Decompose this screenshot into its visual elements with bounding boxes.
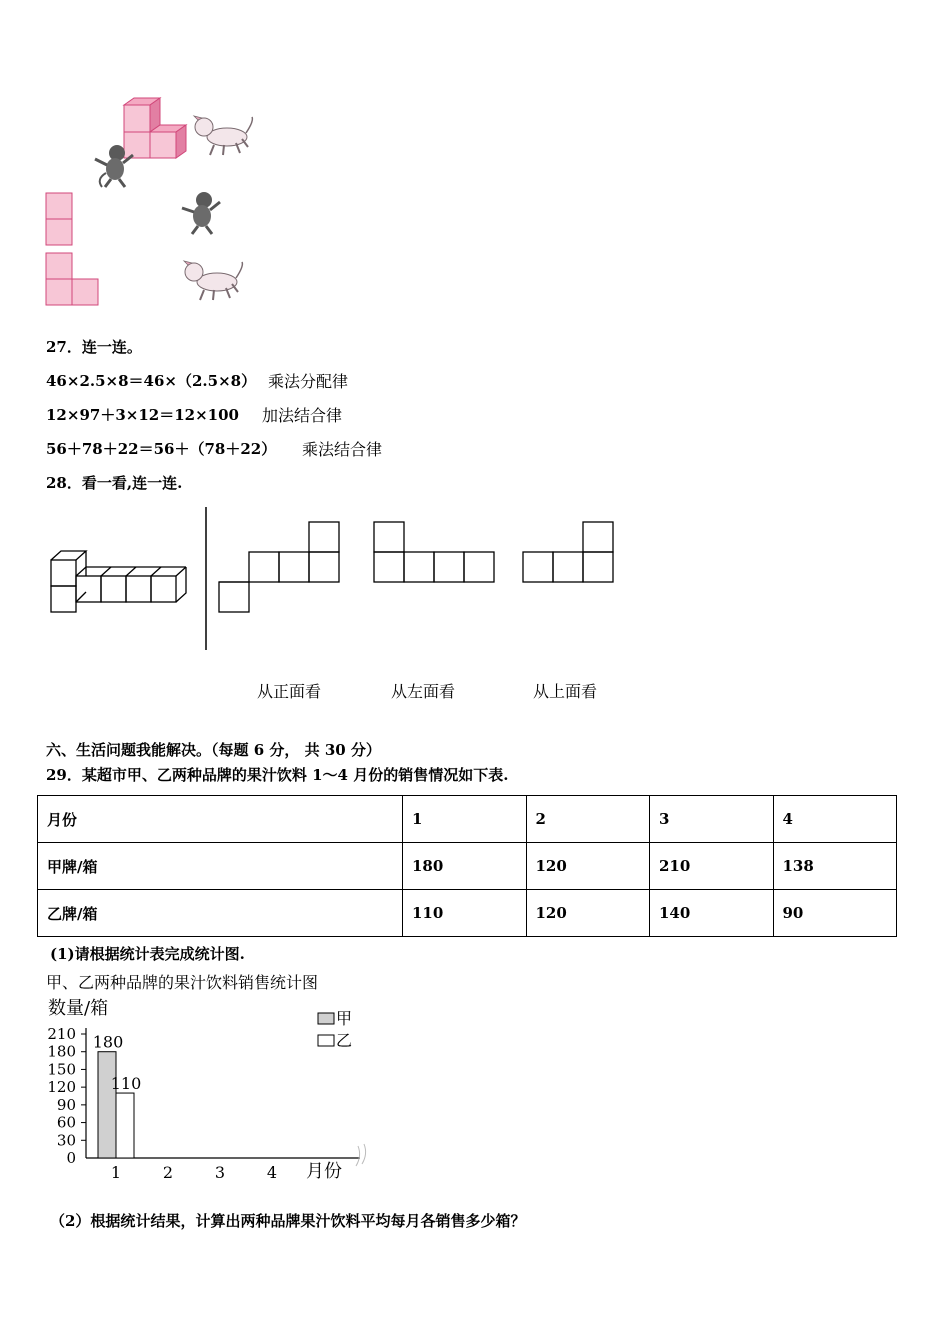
- q29-part-1: (1)请根据统计表完成统计图.: [50, 945, 245, 963]
- table-cell: 月份: [38, 796, 403, 843]
- x-tick-label: 1: [110, 1163, 122, 1182]
- x-tick-label: 2: [162, 1163, 174, 1182]
- y-axis-label: 数量/箱: [48, 998, 109, 1019]
- table-cell: 110: [403, 890, 527, 937]
- table-cell: 3: [650, 796, 774, 843]
- chart-title: 甲、乙两种品牌的果汁饮料销售统计图: [46, 973, 319, 992]
- sales-table: [37, 795, 897, 937]
- y-tick-label: 120: [47, 1078, 76, 1097]
- cube-solid: [51, 551, 186, 612]
- table-cell: 90: [773, 890, 897, 937]
- table-cell: 乙牌/箱: [38, 890, 403, 937]
- dog-icon: [194, 116, 252, 155]
- q27-expr-1: 46×2.5×8＝46×（2.5×8）: [46, 372, 257, 390]
- y-tick-label: 180: [47, 1042, 76, 1061]
- table-cell: 甲牌/箱: [38, 843, 403, 890]
- view-option-2[interactable]: [374, 522, 494, 582]
- q27-law-1: 乘法分配律: [268, 372, 349, 391]
- table-cell: 120: [526, 890, 650, 937]
- q27-law-2: 加法结合律: [262, 406, 343, 425]
- y-tick-label: 0: [66, 1149, 76, 1167]
- q29-title: 29．某超市甲、乙两种品牌的果汁饮料 1～4 月份的销售情况如下表.: [46, 766, 509, 784]
- table-cell: 1: [403, 796, 527, 843]
- section-6-title: 六、生活问题我能解决。（每题 6 分， 共 30 分）: [46, 741, 381, 759]
- bar-data-label: 180: [92, 1032, 124, 1052]
- q27-expr-3: 56＋78＋22＝56＋（78＋22）: [46, 440, 277, 458]
- y-tick-label: 60: [56, 1113, 76, 1132]
- front-view-shape: [46, 253, 98, 305]
- legend-swatch: [318, 1013, 334, 1024]
- view-option-3[interactable]: [523, 522, 613, 582]
- q28-figures: [40, 505, 630, 659]
- x-tick-label: 4: [266, 1163, 278, 1182]
- y-tick-label: 150: [47, 1060, 76, 1079]
- dog-icon: [184, 261, 242, 300]
- q28-title: 28．看一看,连一连.: [46, 474, 183, 492]
- legend-label: 甲: [336, 1009, 353, 1028]
- view-label-left[interactable]: 从左面看: [391, 682, 456, 701]
- bar-data-label: 110: [110, 1074, 142, 1094]
- pink-cube-stack: [124, 98, 186, 158]
- bar-甲: [98, 1052, 116, 1158]
- x-axis-label: 月份: [306, 1161, 342, 1182]
- table-row: [38, 843, 897, 890]
- y-tick-label: 210: [47, 1025, 76, 1043]
- y-tick-label: 30: [56, 1131, 76, 1150]
- view-label-top[interactable]: 从上面看: [533, 682, 598, 701]
- q27-expr-2: 12×97＋3×12＝12×100: [46, 406, 239, 424]
- table-row: [38, 796, 897, 843]
- table-cell: 138: [773, 843, 897, 890]
- table-cell: 210: [650, 843, 774, 890]
- legend-swatch: [318, 1035, 334, 1046]
- table-cell: 2: [526, 796, 650, 843]
- view-label-front[interactable]: 从正面看: [257, 682, 322, 701]
- table-cell: 120: [526, 843, 650, 890]
- bar-乙: [116, 1093, 134, 1158]
- monkey-icon: [182, 192, 220, 234]
- q27-law-3: 乘法结合律: [302, 440, 383, 459]
- q27-title: 27．连一连。: [46, 338, 142, 356]
- table-row: [38, 890, 897, 937]
- q29-part-2: （2）根据统计结果，计算出两种品牌果汁饮料平均每月各销售多少箱？: [50, 1212, 526, 1230]
- table-cell: 140: [650, 890, 774, 937]
- view-option-1[interactable]: [219, 522, 339, 612]
- legend-label: 乙: [336, 1031, 353, 1050]
- sales-chart: [38, 968, 378, 1194]
- cube-view-illustration: [40, 95, 260, 314]
- y-tick-label: 90: [56, 1095, 76, 1114]
- table-cell: 4: [773, 796, 897, 843]
- left-view-shape: [46, 193, 72, 245]
- axis-break-mark: [356, 1144, 366, 1166]
- table-cell: 180: [403, 843, 527, 890]
- x-tick-label: 3: [214, 1163, 226, 1182]
